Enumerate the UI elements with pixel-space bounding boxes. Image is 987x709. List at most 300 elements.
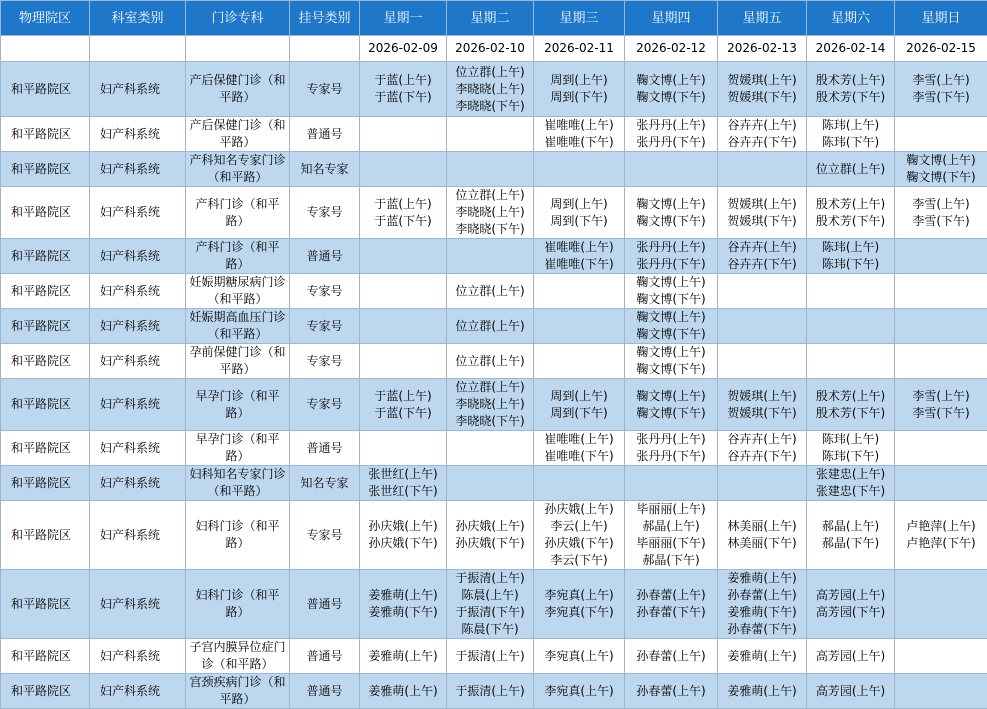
doctor-slot: 位立群(上午) [808, 161, 893, 178]
header-tuesday: 星期二 [447, 1, 534, 36]
day-cell [625, 639, 718, 674]
campus-cell: 和平路院区 [1, 344, 90, 379]
day-cell [807, 431, 895, 466]
table-row [1, 117, 987, 152]
campus-cell: 和平路院区 [1, 187, 90, 239]
table-row [1, 309, 987, 344]
day-cell [447, 152, 534, 187]
doctor-slot: 周到(上午) [535, 72, 623, 89]
header-clinic: 门诊专科 [186, 1, 290, 36]
registration-type-cell: 专家号 [290, 344, 360, 379]
campus-cell: 和平路院区 [1, 239, 90, 274]
registration-type-cell: 专家号 [290, 501, 360, 570]
doctor-slot: 李宛真(上午) [535, 648, 623, 665]
registration-type-cell: 普通号 [290, 674, 360, 709]
doctor-slot: 鞠文博(上午) [626, 274, 716, 291]
doctor-slot: 崔唯唯(上午) [535, 117, 623, 134]
date-wednesday: 2026-02-11 [534, 36, 625, 62]
doctor-slot: 殷术芳(下午) [808, 405, 893, 422]
doctor-slot: 崔唯唯(上午) [535, 239, 623, 256]
campus-cell: 和平路院区 [1, 309, 90, 344]
campus-cell: 和平路院区 [1, 152, 90, 187]
doctor-slot: 陈玮(上午) [808, 117, 893, 134]
day-cell [534, 274, 625, 309]
day-cell [447, 62, 534, 117]
day-cell [895, 344, 987, 379]
clinic-cell: 孕前保健门诊（和平路） [186, 344, 290, 379]
doctor-slot: 李云(下午) [535, 552, 623, 569]
day-cell [718, 239, 807, 274]
day-cell [447, 501, 534, 570]
doctor-slot: 卢艳萍(下午) [896, 535, 986, 552]
day-cell [447, 309, 534, 344]
day-cell [447, 117, 534, 152]
doctor-slot: 孙春蕾(下午) [626, 604, 716, 621]
date-tuesday: 2026-02-10 [447, 36, 534, 62]
doctor-slot: 张世红(上午) [361, 466, 445, 483]
day-cell [534, 501, 625, 570]
clinic-cell: 妊娠期糖尿病门诊（和平路） [186, 274, 290, 309]
doctor-slot: 孙庆娥(下午) [535, 535, 623, 552]
doctor-slot: 于蓝(上午) [361, 196, 445, 213]
doctor-slot: 贺媛琪(上午) [719, 388, 805, 405]
doctor-slot: 高芳园(上午) [808, 683, 893, 700]
registration-type-cell: 普通号 [290, 117, 360, 152]
day-cell [534, 152, 625, 187]
header-dept-category: 科室类别 [90, 1, 186, 36]
doctor-slot: 李晓晓(下午) [448, 413, 532, 430]
day-cell [534, 187, 625, 239]
doctor-slot: 鞠文博(上午) [626, 309, 716, 326]
clinic-cell: 妇科门诊（和平路） [186, 501, 290, 570]
doctor-slot: 姜雅萌(上午) [719, 683, 805, 700]
doctor-slot: 卢艳萍(上午) [896, 518, 986, 535]
doctor-slot: 陈玮(上午) [808, 239, 893, 256]
day-cell [534, 431, 625, 466]
doctor-slot: 贺媛琪(下午) [719, 89, 805, 106]
doctor-slot: 郝晶(下午) [626, 552, 716, 569]
doctor-slot: 于蓝(上午) [361, 388, 445, 405]
doctor-slot: 孙庆娥(上午) [535, 501, 623, 518]
clinic-cell: 宫颈疾病门诊（和平路） [186, 674, 290, 709]
doctor-slot: 鞠文博(上午) [626, 344, 716, 361]
doctor-slot: 张建忠(上午) [808, 466, 893, 483]
doctor-slot: 姜雅萌(下午) [361, 604, 445, 621]
doctor-slot: 于蓝(下午) [361, 405, 445, 422]
doctor-slot: 姜雅萌(上午) [719, 570, 805, 587]
day-cell [447, 187, 534, 239]
table-row [1, 274, 987, 309]
doctor-slot: 姜雅萌(上午) [361, 683, 445, 700]
date-cell-empty [186, 36, 290, 62]
clinic-cell: 子宫内膜异位症门诊（和平路） [186, 639, 290, 674]
doctor-slot: 鞠文博(下午) [626, 213, 716, 230]
table-row [1, 501, 987, 570]
dept-category-cell: 妇产科系统 [90, 570, 186, 639]
doctor-slot: 于蓝(下午) [361, 89, 445, 106]
doctor-slot: 位立群(上午) [448, 318, 532, 335]
day-cell [625, 501, 718, 570]
doctor-slot: 周到(下午) [535, 405, 623, 422]
doctor-slot: 殷术芳(下午) [808, 213, 893, 230]
doctor-slot: 周到(下午) [535, 89, 623, 106]
doctor-slot: 鞠文博(下午) [626, 326, 716, 343]
day-cell [807, 117, 895, 152]
day-cell [360, 570, 447, 639]
doctor-slot: 林美丽(下午) [719, 535, 805, 552]
doctor-slot: 毕丽丽(上午) [626, 501, 716, 518]
clinic-cell: 妇科知名专家门诊（和平路） [186, 466, 290, 501]
day-cell [807, 639, 895, 674]
campus-cell: 和平路院区 [1, 501, 90, 570]
doctor-slot: 李宛真(上午) [535, 683, 623, 700]
registration-type-cell: 专家号 [290, 274, 360, 309]
doctor-slot: 孙春蕾(上午) [626, 683, 716, 700]
day-cell [625, 117, 718, 152]
doctor-slot: 李宛真(上午) [535, 587, 623, 604]
doctor-slot: 谷卉卉(下午) [719, 134, 805, 151]
doctor-slot: 高芳园(上午) [808, 587, 893, 604]
doctor-slot: 姜雅萌(上午) [361, 587, 445, 604]
dept-category-cell: 妇产科系统 [90, 239, 186, 274]
date-friday: 2026-02-13 [718, 36, 807, 62]
day-cell [625, 431, 718, 466]
day-cell [625, 344, 718, 379]
day-cell [895, 639, 987, 674]
clinic-cell: 产科门诊（和平路） [186, 187, 290, 239]
dept-category-cell: 妇产科系统 [90, 674, 186, 709]
day-cell [625, 152, 718, 187]
doctor-slot: 谷卉卉(上午) [719, 431, 805, 448]
campus-cell: 和平路院区 [1, 570, 90, 639]
day-cell [807, 309, 895, 344]
table-row [1, 239, 987, 274]
day-cell [718, 570, 807, 639]
dept-category-cell: 妇产科系统 [90, 309, 186, 344]
day-cell [534, 674, 625, 709]
doctor-slot: 鞠文博(下午) [896, 169, 986, 186]
doctor-slot: 李雪(下午) [896, 405, 986, 422]
doctor-slot: 孙春蕾(上午) [626, 587, 716, 604]
day-cell [895, 117, 987, 152]
day-cell [360, 239, 447, 274]
header-friday: 星期五 [718, 1, 807, 36]
registration-type-cell: 专家号 [290, 62, 360, 117]
clinic-cell: 产后保健门诊（和平路） [186, 117, 290, 152]
day-cell [625, 379, 718, 431]
dept-category-cell: 妇产科系统 [90, 344, 186, 379]
doctor-slot: 姜雅萌(下午) [719, 604, 805, 621]
dept-category-cell: 妇产科系统 [90, 274, 186, 309]
day-cell [447, 274, 534, 309]
doctor-slot: 位立群(上午) [448, 353, 532, 370]
doctor-slot: 毕丽丽(下午) [626, 535, 716, 552]
doctor-slot: 位立群(上午) [448, 187, 532, 204]
date-row [1, 36, 987, 62]
day-cell [718, 62, 807, 117]
day-cell [625, 274, 718, 309]
registration-type-cell: 知名专家 [290, 466, 360, 501]
day-cell [807, 239, 895, 274]
clinic-cell: 产科门诊（和平路） [186, 239, 290, 274]
doctor-slot: 姜雅萌(上午) [719, 648, 805, 665]
day-cell [718, 274, 807, 309]
doctor-slot: 李雪(下午) [896, 213, 986, 230]
campus-cell: 和平路院区 [1, 431, 90, 466]
day-cell [360, 274, 447, 309]
doctor-slot: 鞠文博(下午) [626, 89, 716, 106]
dept-category-cell: 妇产科系统 [90, 379, 186, 431]
doctor-slot: 李云(上午) [535, 518, 623, 535]
day-cell [360, 379, 447, 431]
dept-category-cell: 妇产科系统 [90, 187, 186, 239]
day-cell [360, 152, 447, 187]
day-cell [447, 344, 534, 379]
table-row [1, 674, 987, 709]
doctor-slot: 李雪(上午) [896, 388, 986, 405]
doctor-slot: 张丹丹(上午) [626, 239, 716, 256]
day-cell [447, 570, 534, 639]
day-cell [807, 62, 895, 117]
doctor-slot: 李晓晓(上午) [448, 396, 532, 413]
doctor-slot: 李宛真(下午) [535, 604, 623, 621]
doctor-slot: 于振清(上午) [448, 683, 532, 700]
day-cell [625, 62, 718, 117]
doctor-slot: 张建忠(下午) [808, 483, 893, 500]
registration-type-cell: 专家号 [290, 187, 360, 239]
dept-category-cell: 妇产科系统 [90, 431, 186, 466]
doctor-slot: 郝晶(上午) [808, 518, 893, 535]
day-cell [895, 274, 987, 309]
dept-category-cell: 妇产科系统 [90, 639, 186, 674]
doctor-slot: 贺媛琪(上午) [719, 72, 805, 89]
date-thursday: 2026-02-12 [625, 36, 718, 62]
schedule-body [1, 62, 987, 709]
doctor-slot: 殷术芳(上午) [808, 196, 893, 213]
day-cell [447, 239, 534, 274]
doctor-slot: 于振清(下午) [448, 604, 532, 621]
doctor-slot: 郝晶(下午) [808, 535, 893, 552]
doctor-slot: 孙庆娥(下午) [361, 535, 445, 552]
date-cell-empty [290, 36, 360, 62]
doctor-slot: 殷术芳(下午) [808, 89, 893, 106]
day-cell [895, 187, 987, 239]
day-cell [807, 466, 895, 501]
dept-category-cell: 妇产科系统 [90, 117, 186, 152]
doctor-slot: 陈玮(下午) [808, 256, 893, 273]
doctor-slot: 陈玮(下午) [808, 134, 893, 151]
dept-category-cell: 妇产科系统 [90, 466, 186, 501]
doctor-slot: 周到(上午) [535, 388, 623, 405]
header-thursday: 星期四 [625, 1, 718, 36]
doctor-slot: 张世红(下午) [361, 483, 445, 500]
date-cell-empty [1, 36, 90, 62]
doctor-slot: 孙春蕾(上午) [626, 648, 716, 665]
day-cell [534, 117, 625, 152]
doctor-slot: 鞠文博(下午) [626, 361, 716, 378]
day-cell [360, 466, 447, 501]
day-cell [360, 187, 447, 239]
day-cell [625, 674, 718, 709]
clinic-cell: 妊娠期高血压门诊（和平路） [186, 309, 290, 344]
dept-category-cell: 妇产科系统 [90, 62, 186, 117]
doctor-slot: 鞠文博(下午) [626, 291, 716, 308]
day-cell [807, 674, 895, 709]
day-cell [360, 309, 447, 344]
day-cell [718, 431, 807, 466]
doctor-slot: 崔唯唯(下午) [535, 256, 623, 273]
doctor-slot: 崔唯唯(上午) [535, 431, 623, 448]
doctor-slot: 孙春蕾(下午) [719, 621, 805, 638]
doctor-slot: 崔唯唯(下午) [535, 448, 623, 465]
doctor-slot: 陈晨(下午) [448, 621, 532, 638]
doctor-slot: 鞠文博(下午) [626, 405, 716, 422]
doctor-slot: 孙春蕾(上午) [719, 587, 805, 604]
doctor-slot: 李晓晓(上午) [448, 81, 532, 98]
registration-type-cell: 普通号 [290, 570, 360, 639]
header-sunday: 星期日 [895, 1, 987, 36]
doctor-slot: 殷术芳(上午) [808, 388, 893, 405]
doctor-slot: 鞠文博(上午) [626, 72, 716, 89]
table-row [1, 187, 987, 239]
doctor-slot: 张丹丹(下午) [626, 134, 716, 151]
day-cell [718, 674, 807, 709]
clinic-cell: 早孕门诊（和平路） [186, 431, 290, 466]
registration-type-cell: 知名专家 [290, 152, 360, 187]
doctor-slot: 崔唯唯(下午) [535, 134, 623, 151]
table-row [1, 344, 987, 379]
campus-cell: 和平路院区 [1, 639, 90, 674]
day-cell [718, 639, 807, 674]
day-cell [807, 152, 895, 187]
day-cell [807, 570, 895, 639]
day-cell [718, 117, 807, 152]
date-sunday: 2026-02-15 [895, 36, 987, 62]
clinic-cell: 产科知名专家门诊（和平路） [186, 152, 290, 187]
header-monday: 星期一 [360, 1, 447, 36]
doctor-slot: 于蓝(上午) [361, 72, 445, 89]
registration-type-cell: 普通号 [290, 431, 360, 466]
day-cell [534, 570, 625, 639]
day-cell [895, 570, 987, 639]
doctor-slot: 鞠文博(上午) [626, 388, 716, 405]
day-cell [534, 344, 625, 379]
table-row [1, 639, 987, 674]
day-cell [625, 187, 718, 239]
registration-type-cell: 专家号 [290, 379, 360, 431]
table-row [1, 62, 987, 117]
day-cell [807, 344, 895, 379]
day-cell [718, 344, 807, 379]
doctor-slot: 鞠文博(上午) [626, 196, 716, 213]
header-row [1, 1, 987, 36]
table-row [1, 379, 987, 431]
day-cell [360, 431, 447, 466]
table-row [1, 570, 987, 639]
table-row [1, 466, 987, 501]
doctor-slot: 陈晨(上午) [448, 587, 532, 604]
doctor-slot: 位立群(上午) [448, 283, 532, 300]
doctor-slot: 李雪(上午) [896, 196, 986, 213]
day-cell [807, 274, 895, 309]
doctor-slot: 孙庆娥(下午) [448, 535, 532, 552]
day-cell [360, 501, 447, 570]
doctor-slot: 于蓝(下午) [361, 213, 445, 230]
day-cell [895, 379, 987, 431]
doctor-slot: 位立群(上午) [448, 379, 532, 396]
campus-cell: 和平路院区 [1, 117, 90, 152]
registration-type-cell: 普通号 [290, 639, 360, 674]
doctor-slot: 谷卉卉(上午) [719, 117, 805, 134]
doctor-slot: 姜雅萌(上午) [361, 648, 445, 665]
day-cell [625, 466, 718, 501]
doctor-slot: 谷卉卉(下午) [719, 448, 805, 465]
doctor-slot: 贺媛琪(上午) [719, 196, 805, 213]
doctor-slot: 陈玮(下午) [808, 448, 893, 465]
table-row [1, 431, 987, 466]
day-cell [895, 309, 987, 344]
doctor-slot: 李晓晓(下午) [448, 221, 532, 238]
day-cell [447, 639, 534, 674]
day-cell [360, 344, 447, 379]
day-cell [807, 379, 895, 431]
doctor-slot: 周到(下午) [535, 213, 623, 230]
campus-cell: 和平路院区 [1, 62, 90, 117]
date-cell-empty [90, 36, 186, 62]
registration-type-cell: 普通号 [290, 239, 360, 274]
day-cell [895, 62, 987, 117]
registration-type-cell: 专家号 [290, 309, 360, 344]
header-saturday: 星期六 [807, 1, 895, 36]
campus-cell: 和平路院区 [1, 674, 90, 709]
day-cell [534, 62, 625, 117]
doctor-slot: 于振清(上午) [448, 570, 532, 587]
day-cell [718, 187, 807, 239]
day-cell [807, 187, 895, 239]
doctor-slot: 张丹丹(下午) [626, 448, 716, 465]
doctor-slot: 高芳园(下午) [808, 604, 893, 621]
doctor-slot: 李晓晓(上午) [448, 204, 532, 221]
doctor-slot: 张丹丹(下午) [626, 256, 716, 273]
day-cell [625, 309, 718, 344]
day-cell [895, 152, 987, 187]
day-cell [534, 379, 625, 431]
day-cell [718, 466, 807, 501]
campus-cell: 和平路院区 [1, 379, 90, 431]
clinic-cell: 妇科门诊（和平路） [186, 570, 290, 639]
day-cell [895, 239, 987, 274]
day-cell [534, 309, 625, 344]
date-saturday: 2026-02-14 [807, 36, 895, 62]
doctor-slot: 李晓晓(下午) [448, 98, 532, 115]
doctor-slot: 周到(上午) [535, 196, 623, 213]
doctor-slot: 贺媛琪(下午) [719, 405, 805, 422]
campus-cell: 和平路院区 [1, 274, 90, 309]
day-cell [360, 639, 447, 674]
doctor-slot: 于振清(上午) [448, 648, 532, 665]
doctor-slot: 孙庆娥(上午) [448, 518, 532, 535]
day-cell [534, 239, 625, 274]
doctor-slot: 贺媛琪(下午) [719, 213, 805, 230]
day-cell [534, 466, 625, 501]
day-cell [625, 570, 718, 639]
doctor-slot: 高芳园(上午) [808, 648, 893, 665]
day-cell [895, 501, 987, 570]
doctor-slot: 谷卉卉(下午) [719, 256, 805, 273]
doctor-slot: 李雪(下午) [896, 89, 986, 106]
day-cell [360, 62, 447, 117]
day-cell [447, 674, 534, 709]
